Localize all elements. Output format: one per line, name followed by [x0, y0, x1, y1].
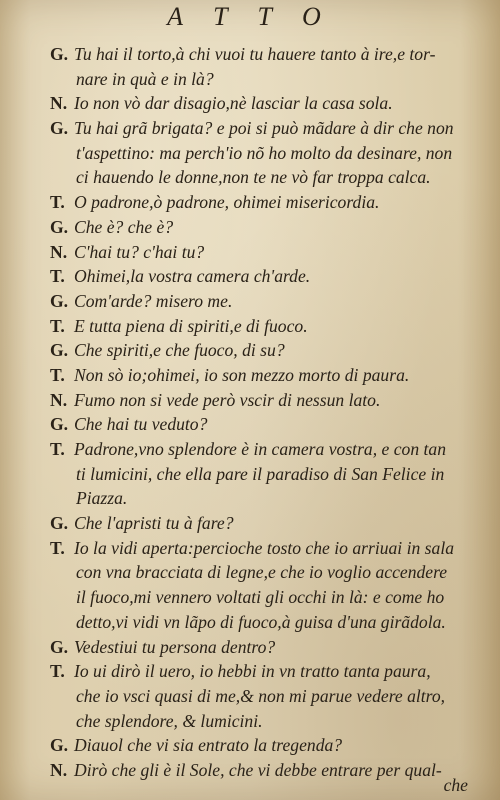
dialogue-line [0, 67, 500, 92]
line-text: Che è? che è? [74, 216, 174, 237]
line-text: Che hai tu veduto? [74, 414, 208, 435]
line-text: nare in quà e in là? [76, 68, 214, 89]
line-text: Dirò che gli è il Sole, che vi debbe entrare per qual- [74, 759, 442, 780]
line-text: Fumo non si vede però vscir di nessun lato. [74, 389, 381, 410]
dialogue-line [0, 758, 500, 783]
line-text: che splendore, & lumicini. [76, 710, 263, 731]
dialogue-line [0, 733, 500, 758]
dialogue-line [0, 141, 500, 166]
speaker-label: N. [50, 759, 68, 780]
line-text: Diauol che vi sia entrato la tregenda? [74, 735, 343, 756]
line-text: Io non vò dar disagio,nè lasciar la casa sola. [74, 93, 393, 114]
dialogue-line [0, 610, 500, 635]
speaker-label: G. [50, 414, 69, 435]
dialogue-line [0, 486, 500, 511]
line-text: Non sò io;ohimei, io son mezzo morto di paura. [74, 364, 410, 385]
dialogue-line [0, 42, 500, 67]
dialogue-line [0, 709, 500, 734]
line-text: Piazza. [76, 488, 128, 509]
line-text: Ohimei,la vostra camera ch'arde. [74, 266, 311, 287]
speaker-label: G. [50, 118, 69, 139]
line-text: ti lumicini, che ella pare il paradiso di San Felice in [76, 463, 445, 484]
line-text: Padrone,vno splendore è in camera vostra, e con tan [74, 439, 446, 459]
dialogue-line [0, 659, 500, 684]
line-text: Io ui dirò il uero, io hebbi in vn tratto tanta paura, [74, 661, 431, 682]
dialogue-line [0, 388, 500, 413]
line-text: che io vsci quasi di me,& non mi parue vedere altro, [76, 685, 446, 706]
line-text: O padrone,ò padrone, ohimei misericordia. [74, 192, 380, 213]
catchword: che [443, 775, 468, 795]
speaker-label: T. [50, 266, 65, 287]
line-text: Tu hai il torto,à chi vuoi tu hauere tanto à ire,e tor- [74, 44, 436, 64]
dialogue-line [0, 363, 500, 388]
line-text: t'aspettino: ma perch'io nõ ho molto da desinare, non [76, 142, 453, 163]
speaker-label: T. [50, 661, 65, 682]
speaker-label: G. [50, 44, 69, 64]
dialogue-line [0, 511, 500, 536]
dialogue-line [0, 165, 500, 190]
dialogue-line [0, 585, 500, 610]
speaker-label: T. [50, 537, 65, 558]
dialogue-line [0, 91, 500, 116]
speaker-label: T. [50, 192, 65, 213]
speaker-label: N. [50, 241, 68, 262]
dialogue-line [0, 412, 500, 437]
speaker-label: T. [50, 315, 65, 336]
dialogue-line [0, 264, 500, 289]
dialogue-line [0, 684, 500, 709]
line-text: E tutta piena di spiriti,e di fuoco. [74, 315, 308, 336]
line-text: con vna bracciata di legne,e che io voglio accendere [76, 562, 448, 583]
speaker-label: G. [50, 636, 69, 657]
dialogue-line [0, 116, 500, 141]
dialogue-line [0, 560, 500, 585]
dialogue-text [0, 42, 500, 783]
dialogue-line [0, 240, 500, 265]
speaker-label: N. [50, 389, 68, 410]
dialogue-line [0, 437, 500, 462]
speaker-label: G. [50, 735, 69, 756]
dialogue-line [0, 314, 500, 339]
line-text: Com'arde? misero me. [74, 290, 233, 311]
line-text: Tu hai grã brigata? e poi si può mãdare à dir che non [74, 118, 454, 139]
speaker-label: G. [50, 340, 69, 361]
line-text: Che l'apristi tu à fare? [74, 513, 234, 534]
dialogue-line [0, 338, 500, 363]
dialogue-line [0, 190, 500, 215]
speaker-label: G. [50, 216, 69, 237]
speaker-label: G. [50, 290, 69, 311]
line-text: C'hai tu? c'hai tu? [74, 241, 205, 262]
line-text: detto,vi vidi vn lãpo di fuoco,à guisa d'una girãdola. [76, 611, 446, 632]
dialogue-line [0, 215, 500, 240]
speaker-label: T. [50, 439, 65, 459]
dialogue-line [0, 635, 500, 660]
line-text: Vedestiui tu persona dentro? [74, 636, 276, 657]
line-text: Io la vidi aperta:percioche tosto che io arriuai in sala [74, 537, 455, 558]
dialogue-line [0, 289, 500, 314]
dialogue-line [0, 462, 500, 487]
line-text: ci hauendo le donne,non te ne vò far troppa calca. [76, 167, 431, 188]
line-text: il fuoco,mi vennero voltati gli occhi in là: e come ho [76, 587, 445, 608]
speaker-label: T. [50, 364, 65, 385]
dialogue-line [0, 536, 500, 561]
speaker-label: G. [50, 513, 69, 534]
speaker-label: N. [50, 93, 68, 114]
line-text: Che spiriti,e che fuoco, di su? [74, 340, 285, 361]
running-header: A T T O [167, 2, 333, 31]
